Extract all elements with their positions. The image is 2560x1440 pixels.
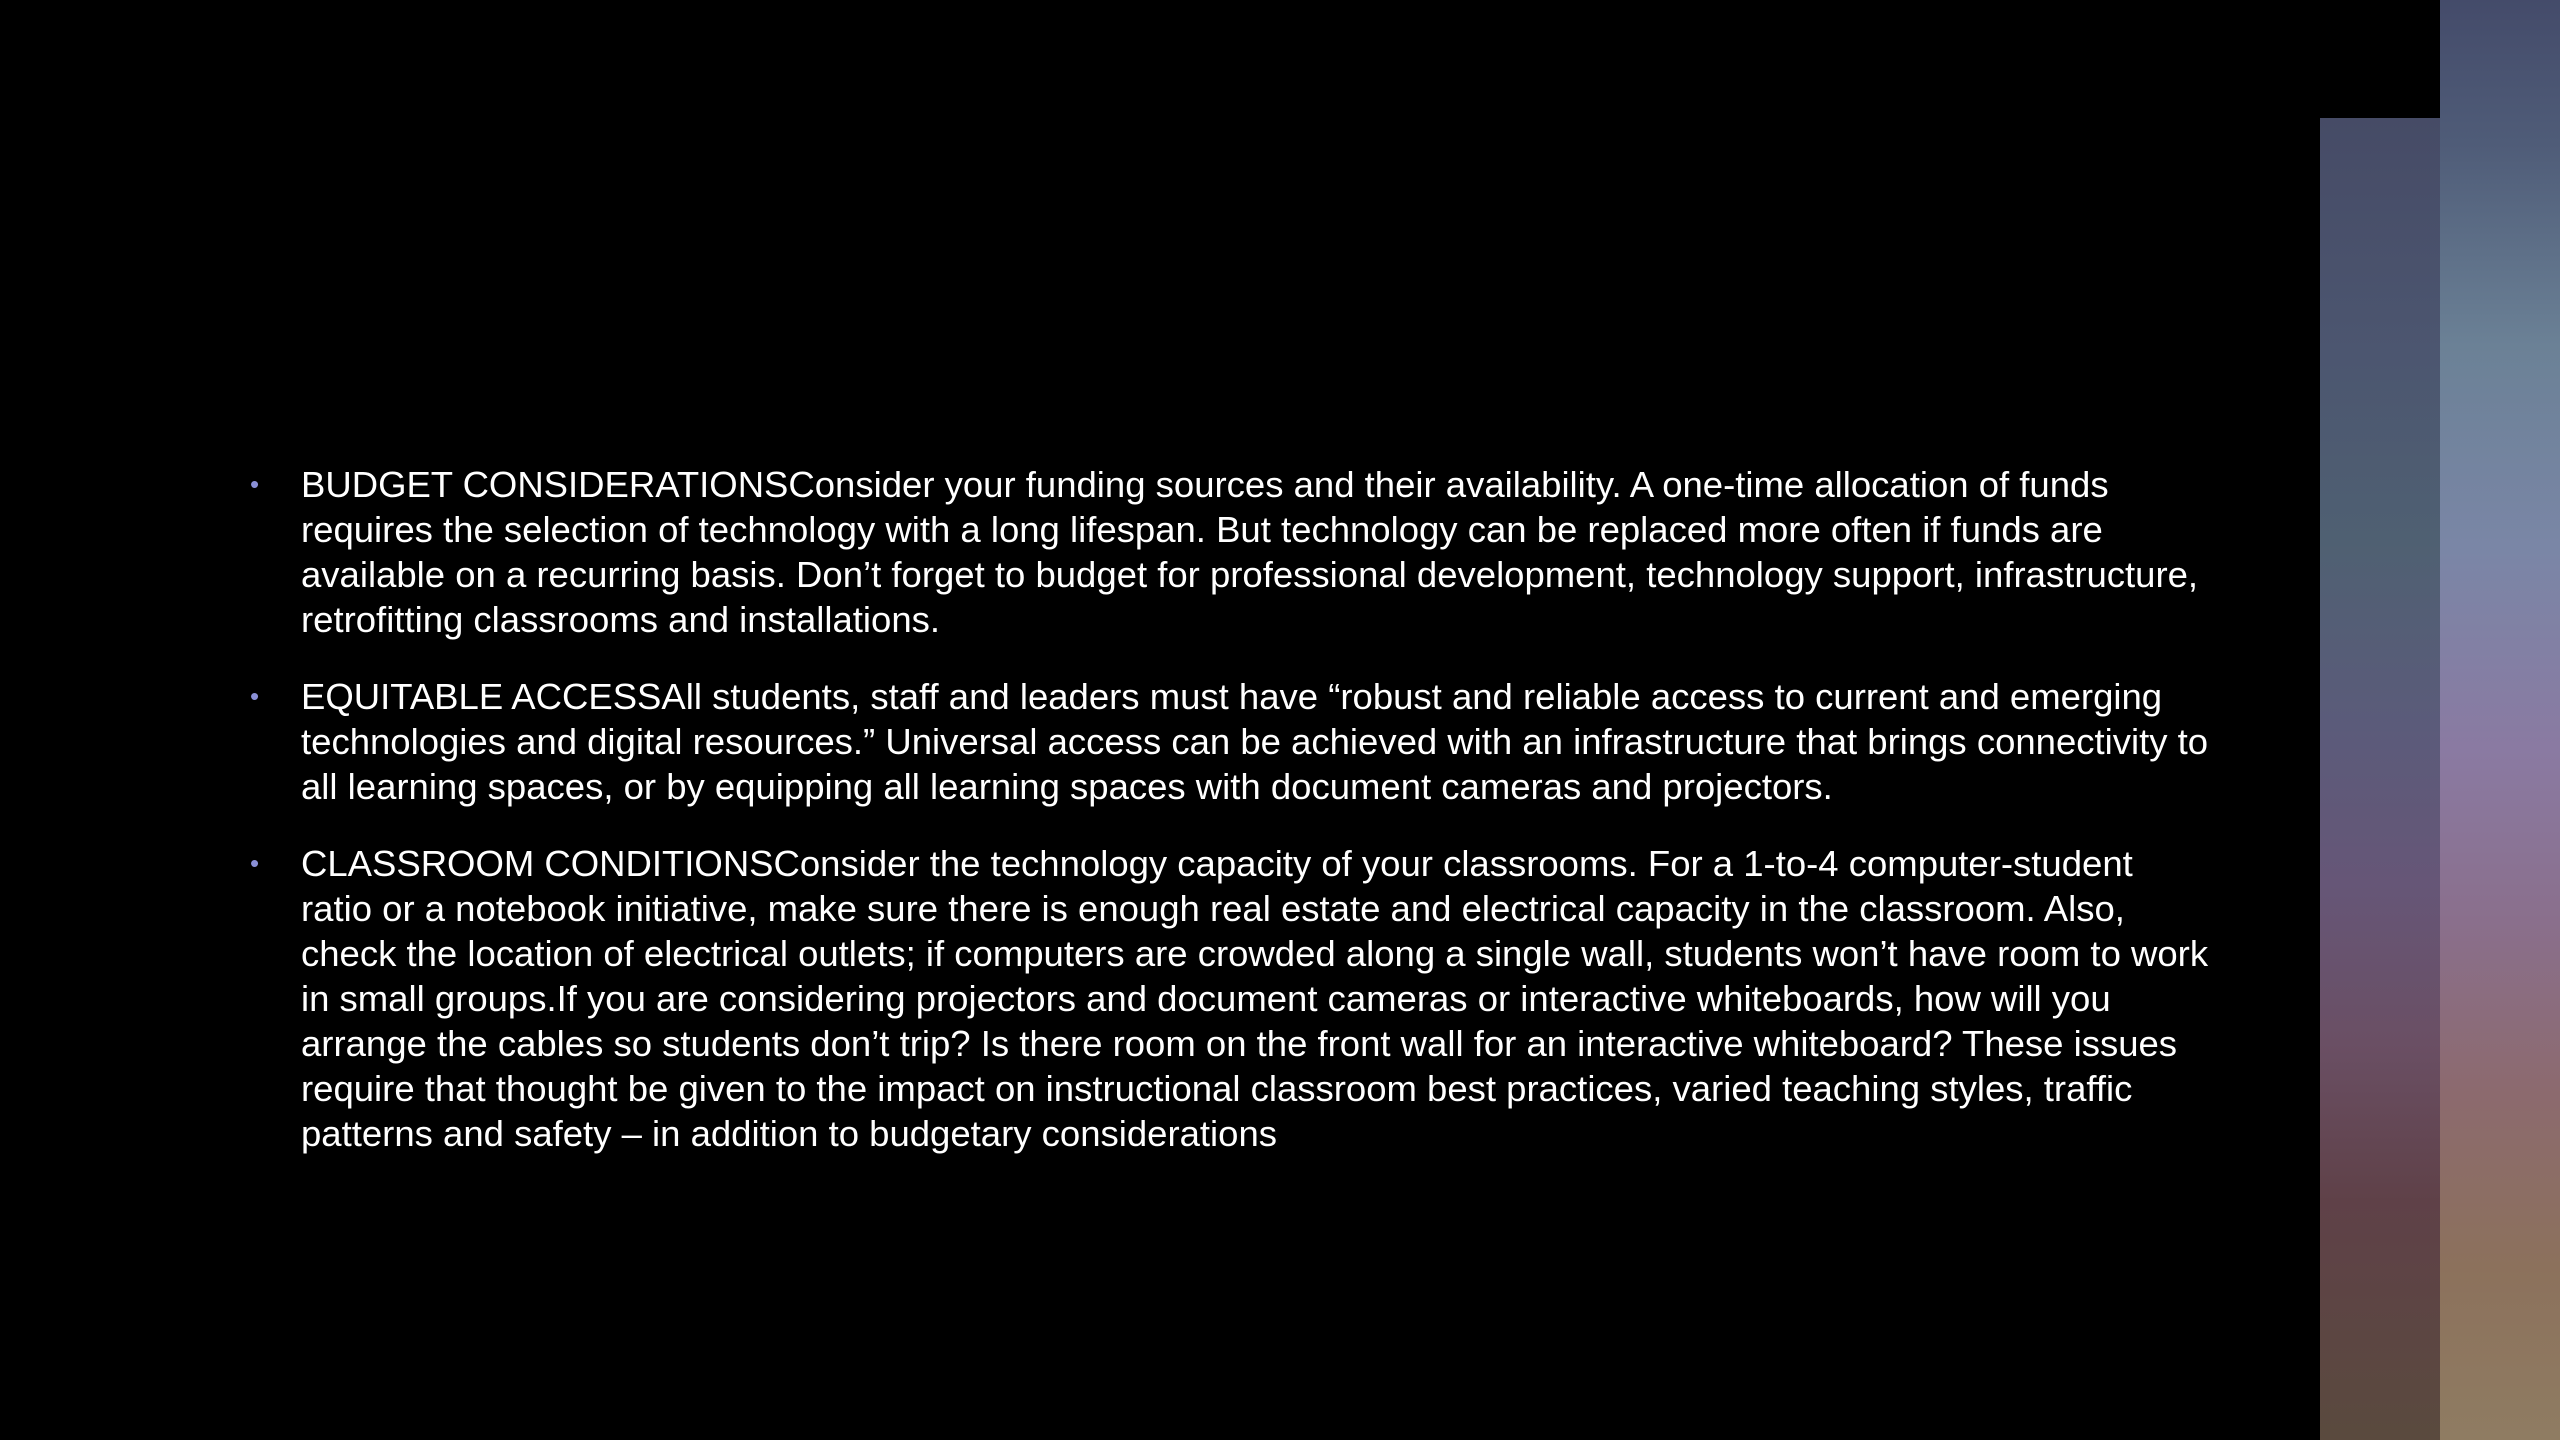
bullet-equitable-access: [250, 674, 2210, 809]
bullet-list: [250, 462, 2210, 1156]
bullet-text: CLASSROOM CONDITIONSConsider the technology capacity of your classrooms. For a 1-to-4 computer-student ratio or a notebook initiative, make sure there is enough real estate and electrical capacity in the classroom. Also, check the location of electrical outlets; if computers are crowded along a single wall, students won’t have room to work in small groups.If you are considering projectors and document cameras or interactive whiteboards, how will you arrange the cables so students don’t trip? Is there room on the front wall for an interactive whiteboard? These issues require that thought be given to the impact on instructional classroom best practices, varied teaching styles, traffic patterns and safety – in addition to budgetary considerations: [301, 843, 2209, 1154]
bullet-text: EQUITABLE ACCESSAll students, staff and leaders must have “robust and reliable access to current and emerging technologies and digital resources.” Universal access can be achieved with an infrastructure that brings connectivity to all learning spaces, or by equipping all learning spaces with document cameras and projectors.: [301, 676, 2209, 807]
bullet-dot-icon: •: [250, 469, 260, 499]
decorative-gradient-panel-front: [2320, 118, 2440, 1440]
bullet-classroom-conditions: [250, 841, 2210, 1156]
bullet-budget-considerations: [250, 462, 2210, 642]
decorative-gradient-panel-back: [2440, 0, 2560, 1440]
bullet-dot-icon: •: [250, 681, 260, 711]
bullet-text: BUDGET CONSIDERATIONSConsider your funding sources and their availability. A one-time allocation of funds requires the selection of technology with a long lifespan. But technology can be replaced more often if funds are available on a recurring basis. Don’t forget to budget for professional development, technology support, infrastructure, retrofitting classrooms and installations.: [301, 464, 2199, 640]
slide-body: [250, 462, 2210, 1188]
bullet-dot-icon: •: [250, 848, 260, 878]
